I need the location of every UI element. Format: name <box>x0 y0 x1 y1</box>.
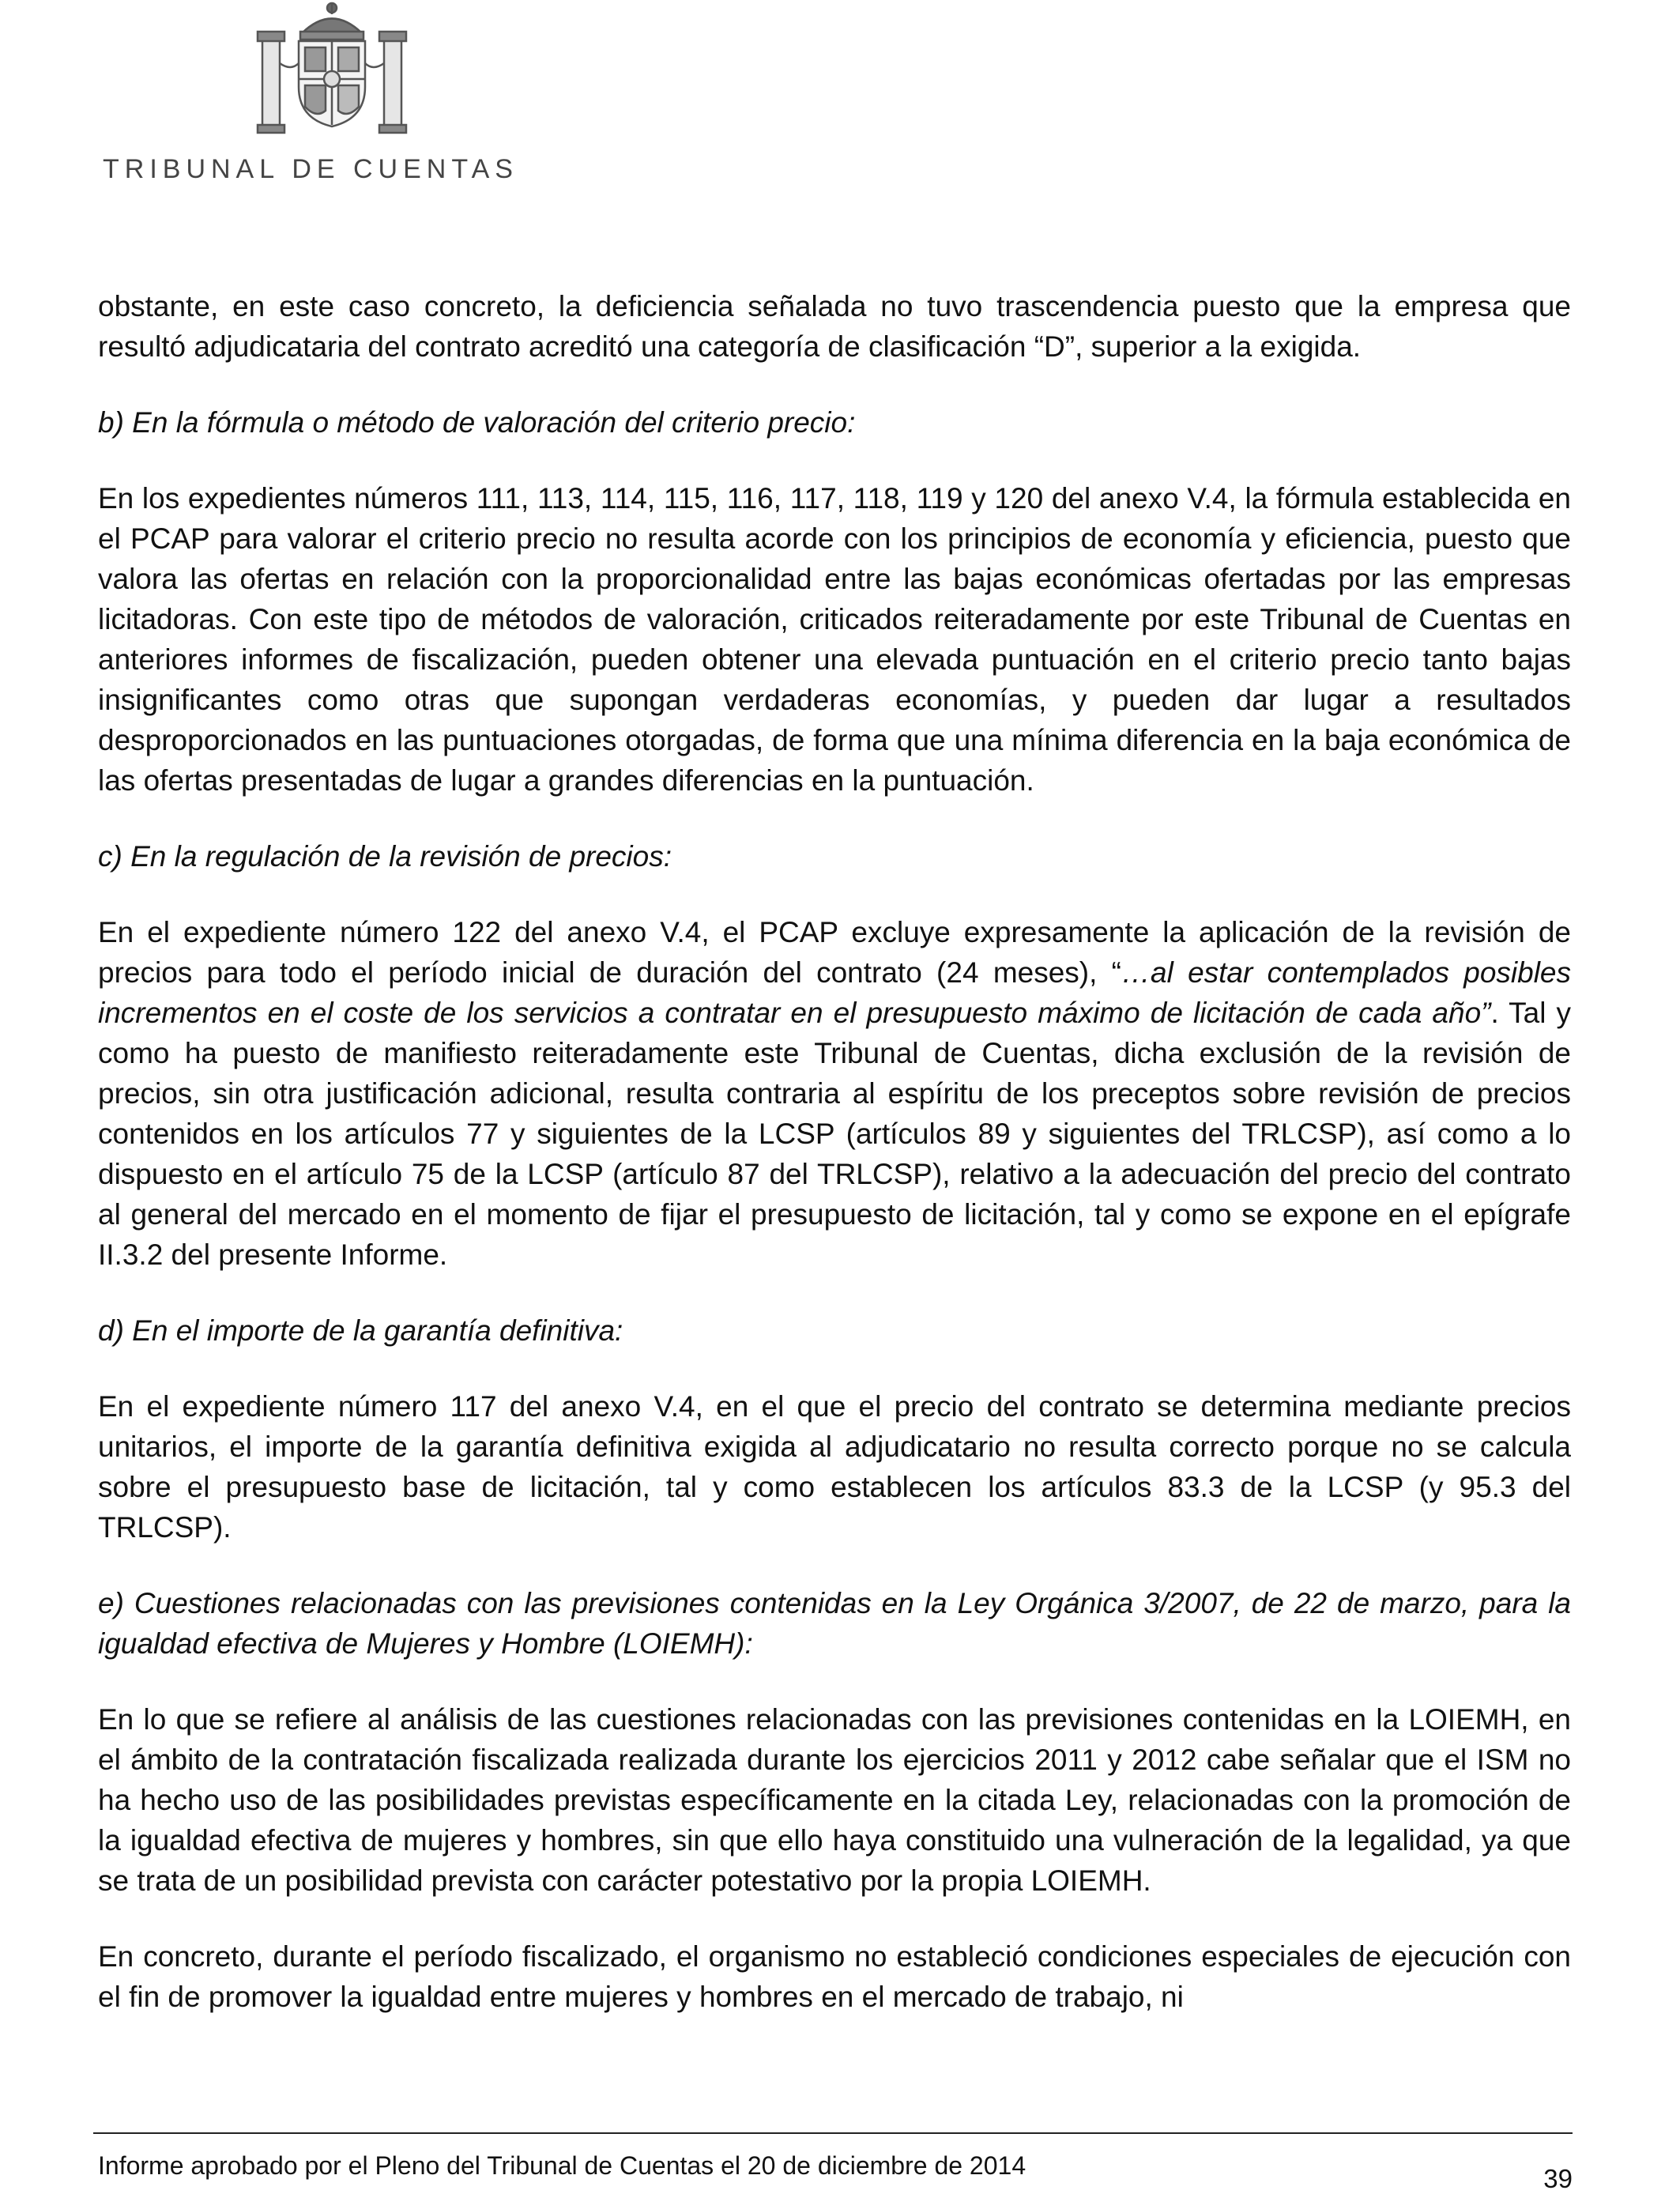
paragraph-b: En los expedientes números 111, 113, 114, 115, 116, 117, 118, 119 y 120 del anexo V.4, la fórmula establecida en el PCAP para valorar el criterio precio no resulta acorde con los principios de economía y eficiencia, puesto que valora las ofertas en relación con la proporcionalidad entre las bajas económicas ofertadas por las empresas licitadoras. Con este tipo de métodos de valoración, criticados reiteradamente por este Tribunal de Cuentas en anteriores informes de fiscalización, pueden obtener una elevada puntuación en el criterio precio tanto bajas insignificantes como otras que supongan verdaderas economías, y pueden dar lugar a resultados desproporcionados en las puntuaciones otorgadas, de forma que una mínima diferencia en la baja económica de las ofertas presentadas de lugar a grandes diferencias en la puntuación. <box>98 482 1571 797</box>
paragraph-c-start: En el expediente número 122 del anexo V.4, el PCAP excluye expresamente la aplicación de la revisión de precios para todo el período inicial de duración del contrato (24 meses), “ <box>98 916 1571 989</box>
section-heading-b: b) En la fórmula o método de valoración del criterio precio: <box>98 406 856 439</box>
page-header <box>79 0 553 205</box>
coat-of-arms-logo <box>253 0 411 138</box>
paragraph-continuation: obstante, en este caso concreto, la deficiencia señalada no tuvo trascendencia puesto que la empresa que resultó adjudicataria del contrato acreditó una categoría de clasificación “D”, superior a la exigida. <box>98 290 1571 363</box>
footer-note: Informe aprobado por el Pleno del Tribunal de Cuentas el 20 de diciembre de 2014 <box>98 2151 1026 2180</box>
footer-divider <box>93 2132 1573 2134</box>
paragraph-d: En el expediente número 117 del anexo V.4, en el que el precio del contrato se determina mediante precios unitarios, el importe de la garantía definitiva exigida al adjudicatario no resulta correcto porque no se calcula sobre el presupuesto base de licitación, tal y como establecen los artículos 83.3 de la LCSP (y 95.3 del TRLCSP). <box>98 1390 1571 1544</box>
organization-name: TRIBUNAL DE CUENTAS <box>103 154 518 184</box>
section-heading-c: c) En la regulación de la revisión de precios: <box>98 840 672 873</box>
document-body <box>98 286 1571 2017</box>
paragraph-c-quote: …al estar contemplados posibles incrementos en el coste de los servicios a contratar en el presupuesto máximo de licitación de cada año” <box>98 956 1571 1029</box>
section-heading-e: e) Cuestiones relacionadas con las previsiones contenidas en la Ley Orgánica 3/2007, de 22 de marzo, para la igualdad efectiva de Mujeres y Hombre (LOIEMH): <box>98 1587 1571 1660</box>
paragraph-f: En concreto, durante el período fiscalizado, el organismo no estableció condiciones especiales de ejecución con el fin de promover la igualdad entre mujeres y hombres en el mercado de trabajo, ni <box>98 1940 1571 2013</box>
paragraph-c-end: . Tal y como ha puesto de manifiesto reiteradamente este Tribunal de Cuentas, dicha exclusión de la revisión de precios, sin otra justificación adicional, resulta contraria al espíritu de los preceptos sobre revisión de precios contenidos en los artículos 77 y siguientes de la LCSP (artículos 89 y siguientes del TRLCSP), así como a lo dispuesto en el artículo 75 de la LCSP (artículo 87 del TRLCSP), relativo a la adecuación del precio del contrato al general del mercado en el momento de fijar el presupuesto de licitación, tal y como se expone en el epígrafe II.3.2 del presente Informe. <box>98 997 1571 1271</box>
paragraph-c <box>98 912 1571 1275</box>
page-number: 39 <box>1543 2164 1573 2193</box>
section-heading-d: d) En el importe de la garantía definitiva: <box>98 1314 623 1347</box>
paragraph-e: En lo que se refiere al análisis de las cuestiones relacionadas con las previsiones contenidas en la LOIEMH, en el ámbito de la contratación fiscalizada realizada durante los ejercicios 2011 y 2012 cabe señalar que el ISM no ha hecho uso de las posibilidades previstas específicamente en la citada Ley, relacionadas con la promoción de la igualdad efectiva de mujeres y hombres, sin que ello haya constituido una vulneración de la legalidad, ya que se trata de un posibilidad prevista con carácter potestativo por la propia LOIEMH. <box>98 1703 1571 1897</box>
